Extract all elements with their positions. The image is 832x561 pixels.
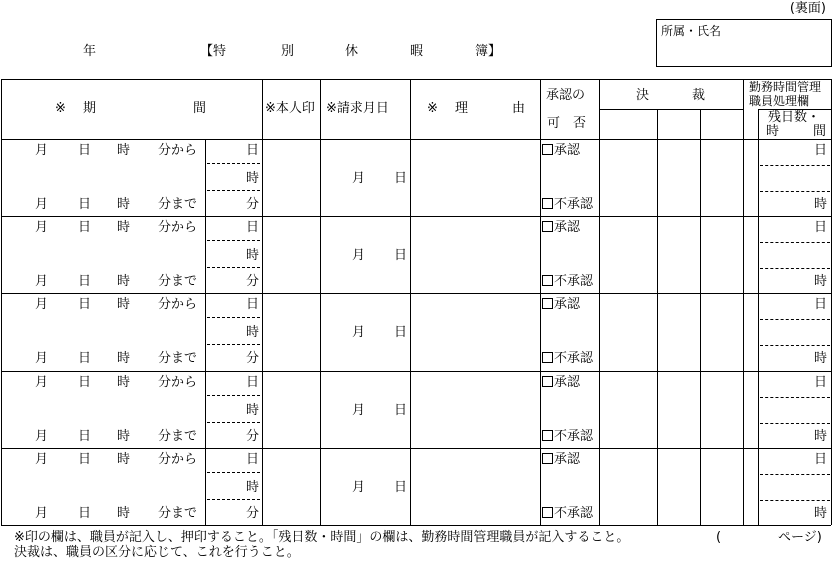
footer-note-1: ※印の欄は、職員が記入し、押印すること。「残日数・時間」の欄は、勤務時間管理職員が記入すること。 bbox=[14, 530, 630, 545]
mgmt-header-line2: 職員処理欄 bbox=[749, 94, 810, 108]
to-minute-label: 分まで bbox=[158, 428, 198, 444]
to-month-label: 月 bbox=[35, 505, 49, 521]
request-day-label: 日 bbox=[394, 479, 408, 495]
approve-checkbox[interactable] bbox=[542, 221, 553, 232]
remaining-divider bbox=[760, 319, 830, 320]
row-separator bbox=[1, 448, 831, 449]
days-unit-label: 日 bbox=[246, 374, 260, 390]
unit-divider bbox=[207, 472, 260, 473]
hours-unit-label: 時 bbox=[246, 479, 260, 495]
remaining-divider bbox=[760, 191, 830, 192]
decision-char-2: 裁 bbox=[692, 88, 706, 103]
request-month-label: 月 bbox=[352, 479, 366, 495]
remaining-divider bbox=[760, 165, 830, 166]
remaining-day-label: 日 bbox=[814, 451, 828, 467]
period-mark: ※ bbox=[55, 101, 66, 116]
affiliation-label: 所属・氏名 bbox=[661, 24, 722, 38]
remaining-divider bbox=[760, 268, 830, 269]
approve-option[interactable] bbox=[542, 298, 580, 311]
from-month-label: 月 bbox=[35, 220, 49, 236]
remaining-day-label: 日 bbox=[814, 297, 828, 313]
title-char-1: 【特 bbox=[200, 44, 227, 59]
request-day-label: 日 bbox=[394, 402, 408, 418]
disapprove-label: 不承認 bbox=[554, 505, 594, 521]
remaining-divider bbox=[760, 500, 830, 501]
remaining-hour-label: 時 bbox=[814, 197, 828, 212]
to-day-label: 日 bbox=[78, 428, 92, 444]
days-unit-label: 日 bbox=[246, 297, 260, 313]
mgmt-col-line bbox=[743, 79, 744, 525]
unit-divider bbox=[207, 344, 260, 345]
to-minute-label: 分まで bbox=[158, 505, 198, 521]
decision-char-1: 決 bbox=[636, 88, 650, 103]
to-minute-label: 分まで bbox=[158, 274, 198, 290]
to-hour-label: 時 bbox=[117, 274, 131, 290]
to-day-label: 日 bbox=[78, 351, 92, 367]
from-minute-label: 分から bbox=[158, 220, 198, 236]
from-day-label: 日 bbox=[78, 451, 92, 467]
decision-col-line bbox=[599, 79, 600, 525]
disapprove-label: 不承認 bbox=[554, 197, 594, 212]
period-unit-col-line bbox=[205, 139, 206, 525]
disapprove-option[interactable] bbox=[542, 275, 593, 288]
row-separator bbox=[1, 216, 831, 217]
disapprove-option[interactable] bbox=[542, 198, 593, 211]
remaining-divider bbox=[760, 345, 830, 346]
side-label: (裏面) bbox=[789, 1, 826, 16]
to-hour-label: 時 bbox=[117, 505, 131, 521]
from-day-label: 日 bbox=[78, 374, 92, 390]
approve-option[interactable] bbox=[542, 144, 580, 157]
from-minute-label: 分から bbox=[158, 297, 198, 313]
reason-char-1: 理 bbox=[455, 101, 469, 116]
from-hour-label: 時 bbox=[117, 143, 131, 158]
table-bottom-border bbox=[1, 525, 831, 526]
decision-col-line-3 bbox=[700, 109, 701, 525]
seal-col-line bbox=[262, 79, 263, 525]
remaining-day-label: 日 bbox=[814, 374, 828, 390]
remaining-day-label: 日 bbox=[814, 143, 828, 158]
remaining-header-time-char: 時 bbox=[766, 124, 780, 139]
remaining-divider bbox=[760, 242, 830, 243]
from-day-label: 日 bbox=[78, 143, 92, 158]
affiliation-box[interactable] bbox=[656, 19, 832, 67]
hours-unit-label: 時 bbox=[246, 171, 260, 186]
remaining-header-interval-char: 間 bbox=[813, 124, 827, 139]
unit-divider bbox=[207, 267, 260, 268]
to-month-label: 月 bbox=[35, 197, 49, 212]
to-day-label: 日 bbox=[78, 274, 92, 290]
to-minute-label: 分まで bbox=[158, 351, 198, 367]
minutes-unit-label: 分 bbox=[246, 505, 260, 521]
period-char-1: 期 bbox=[83, 101, 97, 116]
row-separator bbox=[1, 293, 831, 294]
title-char-2: 別 bbox=[281, 44, 295, 59]
from-month-label: 月 bbox=[35, 451, 49, 467]
unit-divider bbox=[207, 499, 260, 500]
to-minute-label: 分まで bbox=[158, 197, 198, 212]
to-hour-label: 時 bbox=[117, 351, 131, 367]
remaining-hour-label: 時 bbox=[814, 428, 828, 444]
minutes-unit-label: 分 bbox=[246, 274, 260, 290]
row-separator bbox=[1, 371, 831, 372]
from-day-label: 日 bbox=[78, 220, 92, 236]
unit-divider bbox=[207, 190, 260, 191]
disapprove-checkbox[interactable] bbox=[542, 198, 553, 209]
request-col-line bbox=[320, 79, 321, 525]
minutes-unit-label: 分 bbox=[246, 428, 260, 444]
request-month-label: 月 bbox=[352, 325, 366, 341]
from-hour-label: 時 bbox=[117, 220, 131, 236]
from-day-label: 日 bbox=[78, 297, 92, 313]
request-month-label: 月 bbox=[352, 171, 366, 186]
page-label: ページ) bbox=[778, 530, 822, 545]
hours-unit-label: 時 bbox=[246, 248, 260, 264]
disapprove-checkbox[interactable] bbox=[542, 430, 553, 441]
seal-header: ※本人印 bbox=[265, 101, 315, 116]
disapprove-option[interactable] bbox=[542, 430, 593, 443]
remaining-header-line1: 残日数・ bbox=[768, 110, 821, 125]
hours-unit-label: 時 bbox=[246, 402, 260, 418]
approve-checkbox[interactable] bbox=[542, 144, 553, 155]
approve-label: 承認 bbox=[554, 220, 581, 236]
title-char-3: 休 bbox=[345, 44, 359, 59]
days-unit-label: 日 bbox=[246, 451, 260, 467]
unit-divider bbox=[207, 240, 260, 241]
approval-header-top: 承認の bbox=[546, 88, 586, 103]
approve-option[interactable] bbox=[542, 376, 580, 389]
from-month-label: 月 bbox=[35, 297, 49, 313]
approval-col-line bbox=[540, 79, 541, 525]
approve-checkbox[interactable] bbox=[542, 376, 553, 387]
to-day-label: 日 bbox=[78, 505, 92, 521]
from-month-label: 月 bbox=[35, 374, 49, 390]
from-hour-label: 時 bbox=[117, 451, 131, 467]
disapprove-label: 不承認 bbox=[554, 428, 594, 444]
from-minute-label: 分から bbox=[158, 451, 198, 467]
approve-label: 承認 bbox=[554, 374, 581, 390]
left-border bbox=[1, 79, 2, 525]
request-date-header: ※請求月日 bbox=[326, 101, 389, 116]
remaining-hour-label: 時 bbox=[814, 274, 828, 290]
reason-mark: ※ bbox=[427, 101, 438, 116]
footer-note-2: 決裁は、職員の区分に応じて、これを行うこと。 bbox=[14, 545, 300, 560]
approve-label: 承認 bbox=[554, 451, 581, 467]
to-month-label: 月 bbox=[35, 428, 49, 444]
minutes-unit-label: 分 bbox=[246, 197, 260, 212]
table-top-border bbox=[1, 79, 831, 80]
from-hour-label: 時 bbox=[117, 374, 131, 390]
disapprove-checkbox[interactable] bbox=[542, 275, 553, 286]
title-char-5: 簿】 bbox=[475, 44, 502, 59]
from-minute-label: 分から bbox=[158, 143, 198, 158]
unit-divider bbox=[207, 163, 260, 164]
request-day-label: 日 bbox=[394, 248, 408, 264]
mgmt-header-line1: 勤務時間管理 bbox=[749, 80, 822, 94]
remaining-hour-label: 時 bbox=[814, 505, 828, 521]
remaining-day-label: 日 bbox=[814, 220, 828, 236]
to-day-label: 日 bbox=[78, 197, 92, 212]
request-month-label: 月 bbox=[352, 248, 366, 264]
approve-option[interactable] bbox=[542, 453, 580, 466]
days-unit-label: 日 bbox=[246, 220, 260, 236]
to-month-label: 月 bbox=[35, 274, 49, 290]
reason-char-2: 由 bbox=[512, 101, 526, 116]
days-unit-label: 日 bbox=[246, 143, 260, 158]
disapprove-label: 不承認 bbox=[554, 274, 594, 290]
unit-divider bbox=[207, 422, 260, 423]
remaining-divider bbox=[760, 423, 830, 424]
disapprove-checkbox[interactable] bbox=[542, 352, 553, 363]
approve-checkbox[interactable] bbox=[542, 298, 553, 309]
remaining-col-line bbox=[758, 109, 759, 525]
approve-checkbox[interactable] bbox=[542, 453, 553, 464]
disapprove-option[interactable] bbox=[542, 507, 593, 520]
disapprove-checkbox[interactable] bbox=[542, 507, 553, 518]
from-month-label: 月 bbox=[35, 143, 49, 158]
request-day-label: 日 bbox=[394, 325, 408, 341]
header-bottom-border bbox=[1, 139, 831, 140]
remaining-hour-label: 時 bbox=[814, 351, 828, 367]
to-hour-label: 時 bbox=[117, 428, 131, 444]
from-minute-label: 分から bbox=[158, 374, 198, 390]
reason-col-line bbox=[410, 79, 411, 525]
page-open-paren: ( bbox=[716, 530, 722, 545]
title-char-4: 暇 bbox=[410, 44, 424, 59]
approval-header-bottom: 可 否 bbox=[547, 116, 587, 131]
approve-option[interactable] bbox=[542, 221, 580, 234]
remaining-divider bbox=[760, 397, 830, 398]
year-label: 年 bbox=[83, 44, 97, 59]
disapprove-option[interactable] bbox=[542, 352, 593, 365]
decision-col-line-2 bbox=[657, 109, 658, 525]
unit-divider bbox=[207, 317, 260, 318]
to-month-label: 月 bbox=[35, 351, 49, 367]
to-hour-label: 時 bbox=[117, 197, 131, 212]
disapprove-label: 不承認 bbox=[554, 351, 594, 367]
approve-label: 承認 bbox=[554, 297, 581, 313]
request-month-label: 月 bbox=[352, 402, 366, 418]
from-hour-label: 時 bbox=[117, 297, 131, 313]
period-char-2: 間 bbox=[193, 101, 207, 116]
unit-divider bbox=[207, 395, 260, 396]
approve-label: 承認 bbox=[554, 143, 581, 158]
remaining-divider bbox=[760, 474, 830, 475]
decision-header-divider bbox=[599, 109, 743, 110]
minutes-unit-label: 分 bbox=[246, 351, 260, 367]
hours-unit-label: 時 bbox=[246, 325, 260, 341]
request-day-label: 日 bbox=[394, 171, 408, 186]
